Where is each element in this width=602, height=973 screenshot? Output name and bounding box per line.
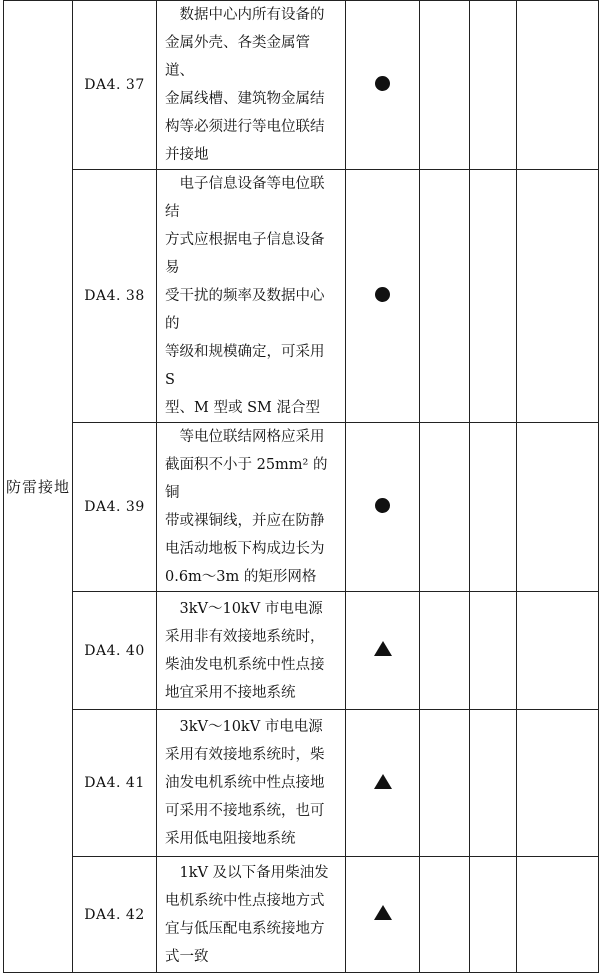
requirement-line: 截面积不小于 25mm² 的铜 xyxy=(165,457,328,501)
table-row xyxy=(4,1,599,170)
requirement-line: 3kV～10kV 市电电源 xyxy=(179,600,323,617)
blank-cell xyxy=(470,857,517,973)
blank-cell xyxy=(517,1,599,170)
table-row xyxy=(4,857,599,973)
solid-circle-icon xyxy=(375,498,390,513)
requirement-line: 构等必须进行等电位联结 xyxy=(165,119,325,135)
item-code: DA4. 41 xyxy=(73,710,157,857)
mark-cell xyxy=(346,857,420,973)
item-code: DA4. 42 xyxy=(73,857,157,973)
requirements-table xyxy=(3,0,599,973)
requirement-line: 1kV 及以下备用柴油发 xyxy=(179,864,329,881)
requirement-line: 采用非有效接地系统时， xyxy=(165,628,325,645)
mark-cell xyxy=(346,710,420,857)
requirement-line: 受干扰的频率及数据中心的 xyxy=(165,288,325,332)
requirement-line: 等级和规模确定，可采用 S xyxy=(165,344,325,388)
requirement-line: 电活动地板下构成边长为 xyxy=(165,541,325,557)
requirement-line: 油发电机系统中性点接地 xyxy=(165,775,325,791)
requirement-line: 0.6m～3m 的矩形网格 xyxy=(165,569,317,585)
requirement-line: 采用低电阻接地系统 xyxy=(165,831,296,847)
blank-cell xyxy=(470,592,517,710)
table-row xyxy=(4,423,599,592)
requirement-line: 可采用不接地系统，也可 xyxy=(165,803,325,819)
requirement-line: 地宜采用不接地系统 xyxy=(165,684,296,701)
category-cell: 防雷接地 xyxy=(4,1,73,973)
requirement-text xyxy=(157,857,346,973)
item-code: DA4. 40 xyxy=(73,592,157,710)
mark-cell xyxy=(346,1,420,170)
requirement-line: 金属外壳、各类金属管道、 xyxy=(165,35,310,79)
blank-cell xyxy=(517,423,599,592)
blank-cell xyxy=(517,857,599,973)
blank-cell xyxy=(420,1,470,170)
table-row xyxy=(4,170,599,423)
blank-cell xyxy=(420,592,470,710)
mark-cell xyxy=(346,170,420,423)
requirement-line: 电机系统中性点接地方式 xyxy=(165,892,325,909)
requirement-text xyxy=(157,710,346,857)
blank-cell xyxy=(420,170,470,423)
table-row xyxy=(4,592,599,710)
requirement-line: 金属线槽、建筑物金属结 xyxy=(165,91,325,107)
requirement-text xyxy=(157,170,346,423)
mark-cell xyxy=(346,423,420,592)
requirement-line: 带或裸铜线，并应在防静 xyxy=(165,513,325,529)
requirement-line: 并接地 xyxy=(165,147,209,163)
requirement-line: 电子信息设备等电位联结 xyxy=(165,176,325,220)
blank-cell xyxy=(517,710,599,857)
requirement-line: 采用有效接地系统时，柴 xyxy=(165,747,325,763)
requirement-line: 数据中心内所有设备的 xyxy=(179,7,325,23)
table-row xyxy=(4,710,599,857)
solid-triangle-icon xyxy=(374,641,392,656)
solid-triangle-icon xyxy=(374,905,392,920)
requirement-line: 宜与低压配电系统接地方 xyxy=(165,920,325,937)
item-code: DA4. 39 xyxy=(73,423,157,592)
solid-circle-icon xyxy=(375,287,390,302)
item-code: DA4. 37 xyxy=(73,1,157,170)
requirement-text xyxy=(157,1,346,170)
requirement-line: 柴油发电机系统中性点接 xyxy=(165,656,325,673)
requirement-text xyxy=(157,423,346,592)
requirement-line: 式一致 xyxy=(165,948,209,965)
mark-cell xyxy=(346,592,420,710)
blank-cell xyxy=(517,170,599,423)
blank-cell xyxy=(420,710,470,857)
requirement-line: 等电位联结网格应采用 xyxy=(179,429,325,445)
blank-cell xyxy=(420,857,470,973)
blank-cell xyxy=(470,710,517,857)
requirement-line: 型、M 型或 SM 混合型 xyxy=(165,400,320,416)
blank-cell xyxy=(420,423,470,592)
requirement-line: 3kV～10kV 市电电源 xyxy=(179,719,323,735)
item-code: DA4. 38 xyxy=(73,170,157,423)
requirement-text xyxy=(157,592,346,710)
blank-cell xyxy=(470,170,517,423)
solid-circle-icon xyxy=(375,76,390,91)
solid-triangle-icon xyxy=(374,774,392,789)
blank-cell xyxy=(470,423,517,592)
blank-cell xyxy=(470,1,517,170)
requirement-line: 方式应根据电子信息设备易 xyxy=(165,232,325,276)
blank-cell xyxy=(517,592,599,710)
